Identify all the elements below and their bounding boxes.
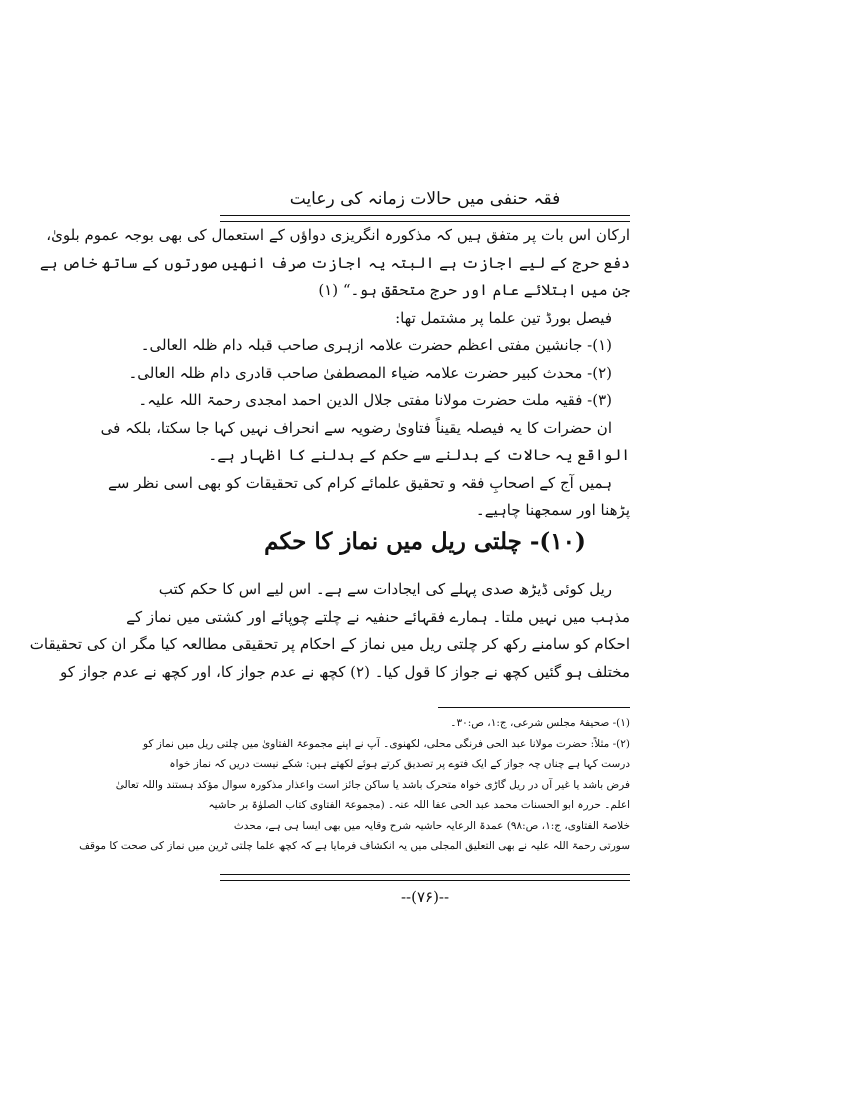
text-line: مذہب میں نہیں ملتا۔ ہمارے فقہائے حنفیہ نے چلتے چوپائے اور کشتی میں نماز کے	[126, 607, 630, 626]
running-head: فقہ حنفی میں حالات زمانہ کی رعایت	[289, 189, 561, 209]
text-line: مختلف ہو گئیں کچھ نے جواز کا قول کیا۔ (۲) کچھ نے عدم جواز کا، اور کچھ نے عدم جواز کو	[60, 662, 630, 681]
footnotes	[79, 713, 630, 857]
header-rule	[220, 215, 630, 222]
list-item: (۳)- فقیہ ملت حضرت مولانا مفتی جلال الدین احمد امجدی رحمۃ اللہ علیہ۔	[138, 391, 612, 409]
footnote-line: (۱)- صحیفۂ مجلس شرعی، ج:۱، ص:۳۰۔	[450, 717, 630, 729]
text-line: ارکان اس بات پر متفق ہیں کہ مذکورہ انگریزی دواؤں کے استعمال کی بھی بوجہ عموم بلویٰ،	[46, 226, 630, 244]
footnote-line: اعلم۔ حررہ ابو الحسنات محمد عبد الحی عفا اللہ عنہ۔ (مجموعۃ الفتاوی کتاب الصلوٰۃ بر حاشیہ	[208, 799, 630, 811]
section-heading: (۱۰)- چلتی ریل میں نماز کا حکم	[264, 528, 586, 555]
list-item: (۱)- جانشین مفتی اعظم حضرت علامہ ازہری صاحب قبلہ دام ظلہ العالی۔	[140, 336, 612, 354]
footnote-line: درست کہا ہے چناں چہ جواز کے ایک فتوے پر تصدیق کرتے ہوئے لکھتے ہیں: شکے نیست دریں کہ نماز خواہ	[169, 758, 630, 770]
text-line: جن میں ابتلائے عام اور حرج متحقق ہو۔“ (۱)	[318, 281, 630, 299]
footnote-rule	[438, 707, 630, 708]
footnote-line: فرض باشد یا غیر آں در ریل گاڑی خواہ متحرک باشد یا ساکن جائز است واعذار مذکورہ سوال مؤکد ہستند واللہ تعالیٰ	[115, 778, 630, 791]
text-line: ان حضرات کا یہ فیصلہ یقیناً فتاویٰ رضویہ سے انحراف نہیں کہا جا سکتا، بلکہ فی	[100, 418, 612, 437]
text-line: دفع حرج کے لیے اجازت ہے البتہ یہ اجازت صرف انھیں صورتوں کے ساتھ خاص ہے	[39, 253, 630, 272]
footer-rule	[220, 874, 630, 881]
text-line: فیصل بورڈ تین علما پر مشتمل تھا:	[395, 308, 612, 327]
page-number: --(۷۶)--	[400, 888, 450, 906]
book-page	[29, 0, 630, 1100]
footnote-line: (۲)- مثلاً: حضرت مولانا عبد الحی فرنگی محلی، لکھنوی۔ آپ نے اپنے مجموعۃ الفتاویٰ میں چلتی ریل میں نماز کو	[142, 737, 630, 750]
text-line: ہمیں آج کے اصحابِ فقہ و تحقیق علمائے کرام کی تحقیقات کو بھی اسی نظر سے	[108, 473, 612, 492]
footnote-line: سورتی رحمۃ اللہ علیہ نے بھی التعلیق المجلی میں یہ انکشاف فرمایا ہے کہ کچھ علما چلتی ٹرین میں نماز کی صحت کا موقف	[79, 840, 630, 852]
text-line: ریل کوئی ڈیڑھ صدی پہلے کی ایجادات سے ہے۔ اس لیے اس کا حکم کتب	[158, 580, 612, 598]
footnote-line: خلاصۃ الفتاوی، ج:۱، ص:۹۸) عمدۃ الرعایہ حاشیہ شرح وقایہ میں بھی ایسا ہی ہے، محدث	[233, 819, 630, 832]
top-paragraphs	[39, 222, 630, 525]
text-line: احکام کو سامنے رکھ کر چلتی ریل میں نماز کے احکام پر تحقیقی مطالعہ کیا مگر ان کی تحقیقات	[29, 635, 630, 653]
list-item: (۲)- محدث کبیر حضرت علامہ ضیاء المصطفیٰ صاحب قادری دام ظلہ العالی۔	[128, 363, 612, 382]
bottom-paragraphs	[29, 576, 630, 686]
text-line: پڑھنا اور سمجھنا چاہیے۔	[475, 501, 630, 519]
text-line: الواقع یہ حالات کے بدلنے سے حکم کے بدلنے کا اظہار ہے۔	[208, 446, 630, 464]
